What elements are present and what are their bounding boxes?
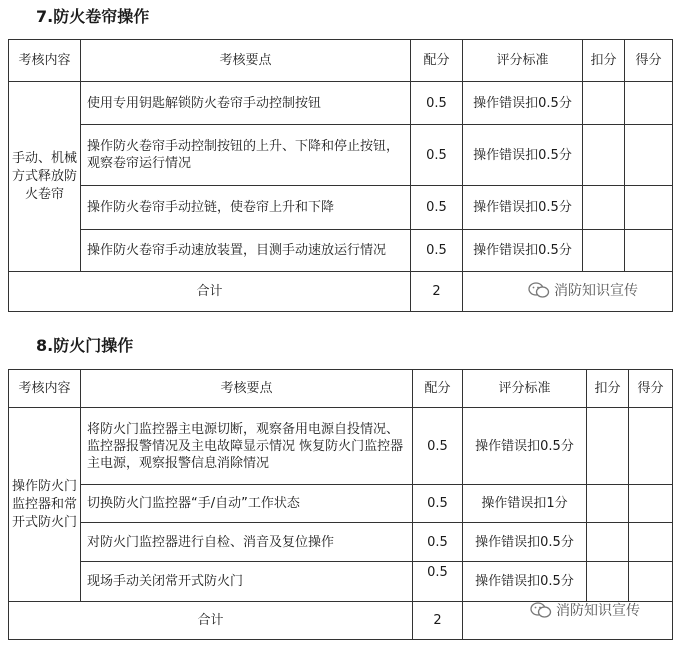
table-row bbox=[9, 408, 673, 485]
header-cell: 考核要点 bbox=[81, 370, 413, 408]
point-cell: 将防火门监控器主电源切断，观察备用电源自投情况、监控器报警情况及主电故障显示情况 恢复防火门监控器主电源，观察报警信息消除情况 bbox=[81, 408, 413, 485]
standard-cell: 操作错误扣0.5分 bbox=[463, 523, 587, 562]
total-label: 合计 bbox=[9, 602, 413, 640]
header-cell: 配分 bbox=[411, 40, 463, 82]
total-score: 2 bbox=[411, 272, 463, 312]
point-cell: 现场手动关闭常开式防火门 bbox=[81, 562, 413, 602]
deduction-cell bbox=[583, 125, 625, 186]
obtained-cell bbox=[625, 82, 673, 125]
header-cell: 评分标准 bbox=[463, 370, 587, 408]
header-cell: 得分 bbox=[629, 370, 673, 408]
table-row bbox=[9, 485, 673, 523]
standard-cell: 操作错误扣0.5分 bbox=[463, 186, 583, 230]
fire-shutter-table bbox=[8, 39, 673, 312]
obtained-cell bbox=[629, 408, 673, 485]
deduction-cell bbox=[583, 82, 625, 125]
header-cell: 配分 bbox=[413, 370, 463, 408]
total-label: 合计 bbox=[9, 272, 411, 312]
header-cell: 考核内容 bbox=[9, 40, 81, 82]
section-title: 7.防火卷帘操作 bbox=[36, 7, 150, 26]
obtained-cell bbox=[625, 125, 673, 186]
table-header-row bbox=[9, 40, 673, 82]
obtained-cell bbox=[625, 186, 673, 230]
header-cell: 扣分 bbox=[583, 40, 625, 82]
score-cell: 0.5 bbox=[413, 485, 463, 523]
obtained-cell bbox=[629, 485, 673, 523]
score-cell: 0.5 bbox=[413, 562, 463, 602]
score-cell: 0.5 bbox=[411, 82, 463, 125]
deduction-cell bbox=[587, 408, 629, 485]
deduction-cell bbox=[583, 186, 625, 230]
deduction-cell bbox=[587, 562, 629, 602]
header-cell: 考核内容 bbox=[9, 370, 81, 408]
score-cell: 0.5 bbox=[411, 125, 463, 186]
table-header-row bbox=[9, 370, 673, 408]
deduction-cell bbox=[583, 230, 625, 272]
watermark bbox=[528, 280, 638, 300]
score-cell: 0.5 bbox=[413, 523, 463, 562]
table-row bbox=[9, 186, 673, 230]
point-cell: 操作防火卷帘手动控制按钮的上升、下降和停止按钮，观察卷帘运行情况 bbox=[81, 125, 411, 186]
wechat-icon bbox=[530, 601, 552, 619]
category-cell: 操作防火门监控器和常开式防火门 bbox=[9, 408, 81, 602]
watermark bbox=[530, 600, 640, 620]
table-row bbox=[9, 82, 673, 125]
deduction-cell bbox=[587, 485, 629, 523]
score-cell: 0.5 bbox=[411, 230, 463, 272]
watermark-text: 消防知识宣传 bbox=[554, 283, 638, 299]
point-cell: 操作防火卷帘手动速放装置，目测手动速放运行情况 bbox=[81, 230, 411, 272]
obtained-cell bbox=[629, 523, 673, 562]
watermark-text: 消防知识宣传 bbox=[556, 603, 640, 619]
wechat-icon bbox=[528, 281, 550, 299]
category-cell: 手动、机械方式释放防火卷帘 bbox=[9, 82, 81, 272]
obtained-cell bbox=[629, 562, 673, 602]
standard-cell: 操作错误扣0.5分 bbox=[463, 230, 583, 272]
section-title: 8.防火门操作 bbox=[36, 336, 134, 355]
total-score: 2 bbox=[413, 602, 463, 640]
table-row bbox=[9, 523, 673, 562]
score-cell: 0.5 bbox=[411, 186, 463, 230]
table-row bbox=[9, 125, 673, 186]
standard-cell: 操作错误扣0.5分 bbox=[463, 408, 587, 485]
point-cell: 对防火门监控器进行自检、消音及复位操作 bbox=[81, 523, 413, 562]
table-row bbox=[9, 230, 673, 272]
table-row bbox=[9, 562, 673, 602]
standard-cell: 操作错误扣0.5分 bbox=[463, 562, 587, 602]
deduction-cell bbox=[587, 523, 629, 562]
point-cell: 切换防火门监控器“手/自动”工作状态 bbox=[81, 485, 413, 523]
header-cell: 考核要点 bbox=[81, 40, 411, 82]
standard-cell: 操作错误扣1分 bbox=[463, 485, 587, 523]
standard-cell: 操作错误扣0.5分 bbox=[463, 82, 583, 125]
header-cell: 扣分 bbox=[587, 370, 629, 408]
header-cell: 评分标准 bbox=[463, 40, 583, 82]
standard-cell: 操作错误扣0.5分 bbox=[463, 125, 583, 186]
obtained-cell bbox=[625, 230, 673, 272]
point-cell: 使用专用钥匙解锁防火卷帘手动控制按钮 bbox=[81, 82, 411, 125]
point-cell: 操作防火卷帘手动拉链，使卷帘上升和下降 bbox=[81, 186, 411, 230]
header-cell: 得分 bbox=[625, 40, 673, 82]
score-cell: 0.5 bbox=[413, 408, 463, 485]
